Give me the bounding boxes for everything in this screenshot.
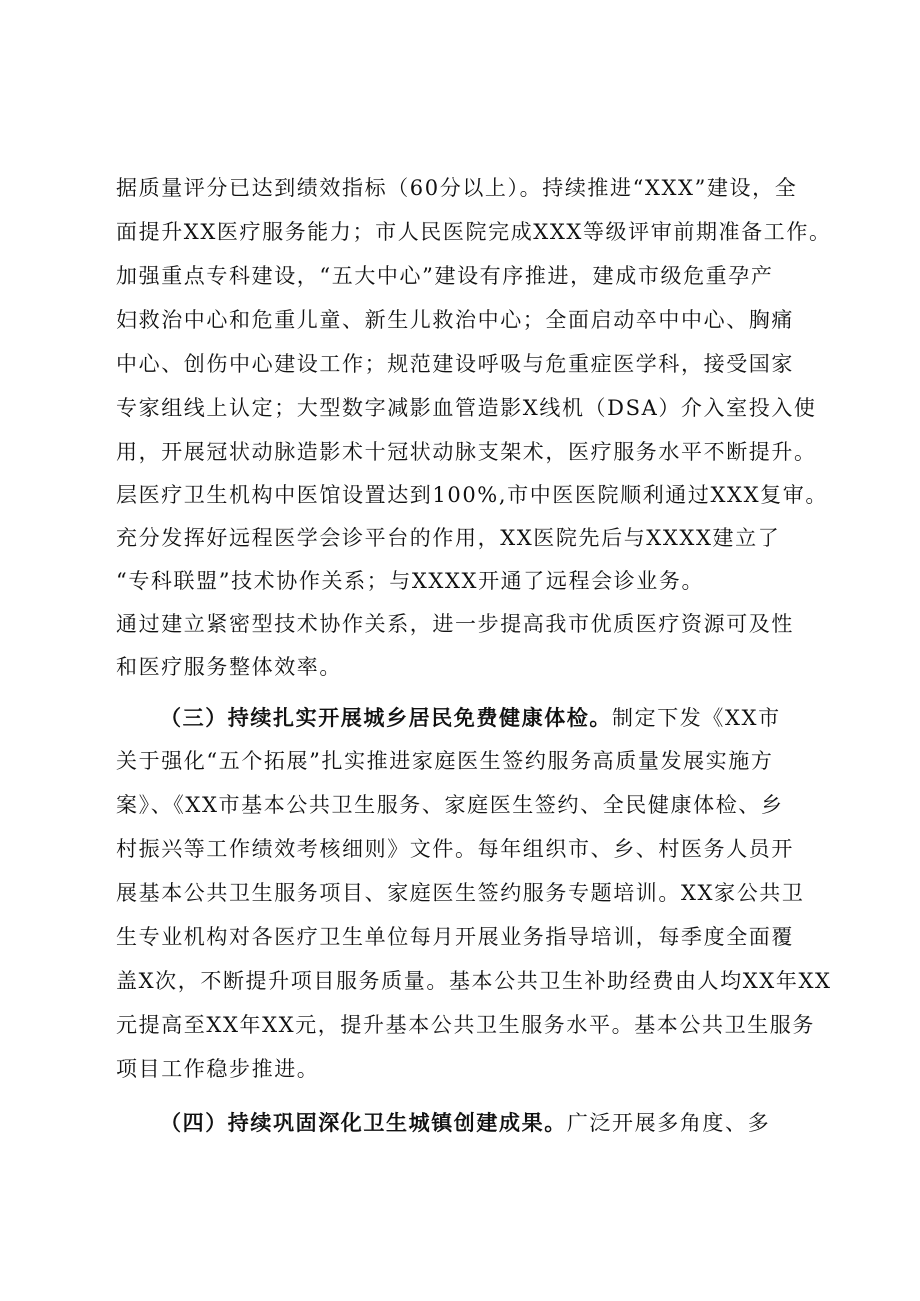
paragraph-line: 面提升XX医疗服务能力；市人民医院完成XXX等级评审前期准备工作。 [116,220,832,244]
section-3-line: 盖X次，不断提升项目服务质量。基本公共卫生补助经费由人均XX年XX [116,969,832,993]
paragraph-line: 用，开展冠状动脉造影术十冠状动脉支架术，医疗服务水平不断提升。 [116,440,817,464]
paragraph-line: 据质量评分已达到绩效指标（60分以上）。持续推进“XXX”建设，全 [116,176,798,200]
section-4-heading: （四）持续巩固深化卫生城镇创建成果。 [160,1110,567,1135]
section-3-text: 制定下发《XX市 [612,706,781,730]
section-4-text: 广泛开展多角度、多 [566,1111,771,1135]
section-3-first-line [160,703,781,733]
paragraph-line: 妇救治中心和危重儿童、新生儿救治中心；全面启动卒中中心、胸痛 [116,308,794,332]
section-3-line: 生专业机构对各医疗卫生单位每月开展业务指导培训，每季度全面覆 [116,925,794,949]
paragraph-line: 层医疗卫生机构中医馆设置达到100%,市中医医院顺利通过XXX复审。 [116,483,828,507]
paragraph-line: 中心、创伤中心建设工作；规范建设呼吸与危重症医学科，接受国家 [116,352,794,376]
paragraph-line: 和医疗服务整体效率。 [116,655,342,679]
paragraph-line: 加强重点专科建设，“五大中心”建设有序推进，建成市级危重孕产 [116,264,774,288]
paragraph-line: 通过建立紧密型技术协作关系，进一步提高我市优质医疗资源可及性 [116,612,794,636]
paragraph-line: “专科联盟”技术协作关系；与XXXX开通了远程会诊业务。 [116,569,705,593]
section-3-line: 村振兴等工作绩效考核细则》文件。每年组织市、乡、村医务人员开 [116,837,794,861]
paragraph-line: 充分发挥好远程医学会诊平台的作用，XX医院先后与XXXX建立了 [116,526,781,550]
section-4-first-line [160,1108,770,1138]
section-3-line: 展基本公共卫生服务项目、家庭医生签约服务专题培训。XX家公共卫 [116,881,805,905]
section-3-line: 关于强化“五个拓展”扎实推进家庭医生签约服务高质量发展实施方 [116,749,774,773]
paragraph-line: 专家组线上认定；大型数字减影血管造影X线机（DSA）介入室投入使 [116,396,817,420]
section-3-line: 元提高至XX年XX元，提升基本公共卫生服务水平。基本公共卫生服务 [116,1013,815,1037]
section-3-line: 案》、《XX市基本公共卫生服务、家庭医生签约、全民健康体检、乡 [116,793,784,817]
section-3-heading: （三）持续扎实开展城乡居民免费健康体检。 [160,705,612,730]
section-3-line: 项目工作稳步推进。 [116,1057,320,1081]
